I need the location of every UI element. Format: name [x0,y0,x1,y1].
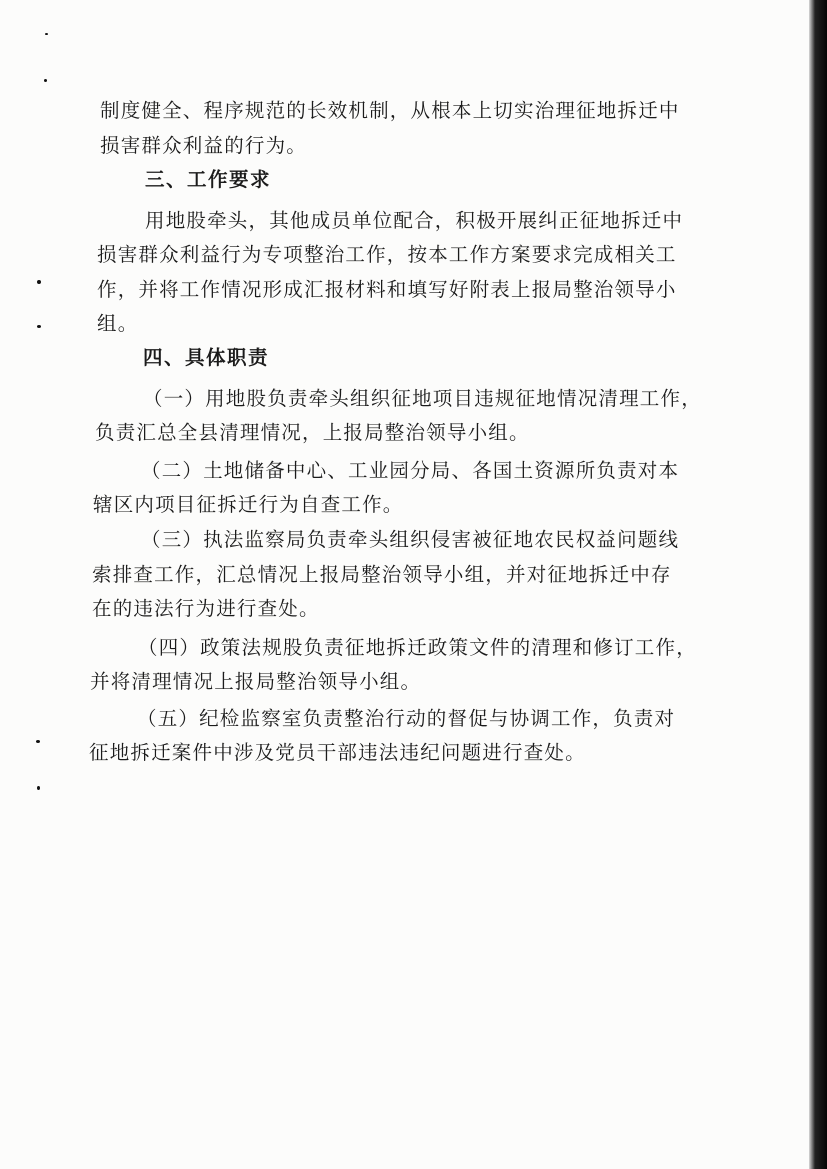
body-line: 负责汇总全县清理情况，上报局整治领导小组。 [95,421,530,444]
section-heading-requirements: 三、工作要求 [145,168,272,191]
body-line: 制度健全、程序规范的长效机制，从根本上切实治理征地拆迁中 [100,99,680,122]
body-line: 用地股牵头，其他成员单位配合，积极开展纠正征地拆迁中 [145,209,684,232]
body-line: 损害群众利益的行为。 [100,134,308,157]
scan-speck [44,79,47,82]
body-line: 组。 [97,312,139,335]
body-line: 损害群众利益行为专项整治工作，按本工作方案要求完成相关工 [97,243,677,266]
body-line: 在的违法行为进行查处。 [92,597,320,620]
body-line: （四）政策法规股负责征地拆迁政策文件的清理和修订工作， [138,636,697,659]
body-line: 索排查工作，汇总情况上报局整治领导小组，并对征地拆迁中存 [92,563,672,586]
body-line: 并将清理情况上报局整治领导小组。 [90,670,422,693]
scan-speck [36,740,40,743]
scan-speck [37,786,40,790]
section-heading-duties: 四、具体职责 [143,346,270,369]
scan-speck [37,280,41,284]
body-line: （一）用地股负责牵头组织征地项目违规征地情况清理工作， [143,387,702,410]
scan-speck [45,33,48,35]
body-line: 征地拆迁案件中涉及党员干部违法违纪问题进行查处。 [89,741,586,764]
scan-speck [37,325,41,328]
body-line: （二）土地储备中心、工业园分局、各国土资源所负责对本 [141,459,680,482]
body-line: 作，并将工作情况形成汇报材料和填写好附表上报局整治领导小 [97,278,677,301]
body-line: （五）纪检监察室负责整治行动的督促与协调工作，负责对 [137,707,676,730]
scan-edge-shadow [809,0,827,1169]
body-line: （三）执法监察局负责牵头组织侵害被征地农民权益问题线 [141,528,680,551]
body-line: 辖区内项目征拆迁行为自查工作。 [93,493,404,516]
